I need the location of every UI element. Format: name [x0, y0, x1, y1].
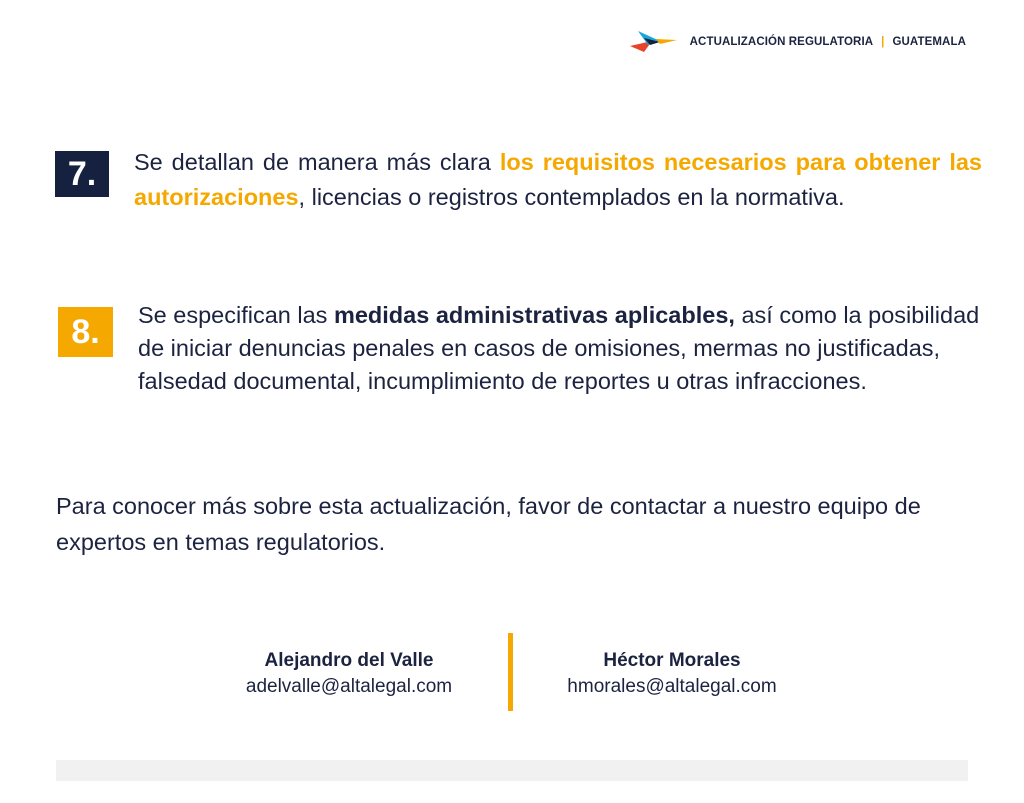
- contact-email-link[interactable]: adelvalle@altalegal.com: [245, 676, 453, 697]
- bird-logo-icon: [630, 29, 678, 55]
- contact-card: [222, 648, 476, 700]
- page-header: [630, 28, 966, 56]
- footer-bar: [56, 760, 968, 781]
- item-7-highlight: los requisitos necesarios para obtener las autorizaciones: [134, 149, 983, 210]
- contact-name: Héctor Morales: [603, 650, 741, 671]
- closing-text: Para conocer más sobre esta actualización, favor de contactar a nuestro equipo de expertos en temas regulatorios.: [56, 493, 921, 555]
- item-7-text-before: Se detallan de manera más clara: [134, 149, 500, 175]
- item-7-text-after: , licencias o registros contemplados en la normativa.: [298, 184, 845, 210]
- header-country: GUATEMALA: [892, 36, 966, 48]
- contact-name: Alejandro del Valle: [264, 650, 434, 671]
- item-8-text-after: así como la posibilidad de iniciar denuncias penales en casos de omisiones, mermas no justificadas, falsedad documental, incumplimiento de reportes u otras infracciones.: [138, 302, 980, 394]
- item-7-number-badge: 7.: [55, 151, 109, 197]
- header-title: ACTUALIZACIÓN REGULATORIA: [689, 36, 874, 48]
- item-7-text: [134, 145, 982, 215]
- item-8-text: [138, 299, 988, 398]
- item-8-number-badge: 8.: [58, 307, 113, 357]
- item-8-text-before: Se especifican las: [138, 302, 334, 328]
- contact-divider: [508, 633, 513, 711]
- header-separator: |: [881, 36, 885, 48]
- contact-card: [542, 648, 802, 700]
- item-8-highlight: medidas administrativas aplicables,: [333, 302, 735, 328]
- contact-email-link[interactable]: hmorales@altalegal.com: [567, 676, 777, 697]
